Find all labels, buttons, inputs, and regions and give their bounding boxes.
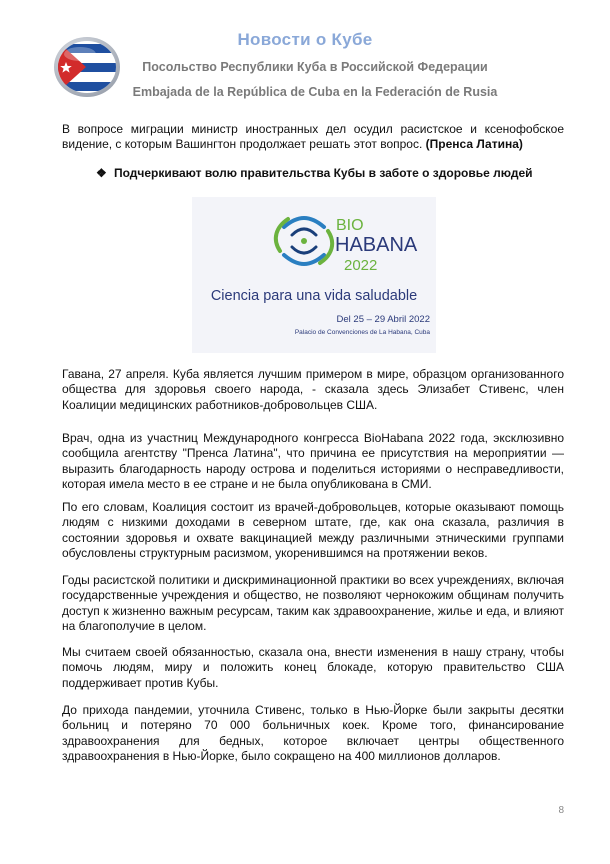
banner-slogan: Ciencia para una vida saludable: [210, 288, 418, 304]
article-paragraph-4: Годы расистской политики и дискриминационной практики во всех учреждениях, включая государственные учреждения и общество, не позволяют чернокожим общинам получить доступ к жизненно важным ресурсам, таким как здравоохранение, жилье и еда, и влияют на благополучие в целом.: [62, 573, 564, 633]
intro-source: (Пренса Латина): [425, 137, 523, 152]
banner-bio: BIO: [336, 217, 364, 234]
newsletter-title: Новости о Кубе: [237, 30, 373, 49]
intro-paragraph: [62, 122, 564, 153]
banner-habana: HABANA: [335, 234, 418, 256]
page-number: 8: [558, 805, 564, 816]
article-paragraph-6: До прихода пандемии, уточнила Стивенс, только в Нью-Йорке были закрыты десятки больниц и потеряно 70 000 больничных коек. Кроме того, финансирование здравоохранения для бедных, которое включает центры общественного здравоохранения в Нью-Йорке, было сокращено на 400 миллионов долларов.: [62, 703, 564, 763]
diamond-bullet-icon: ❖: [96, 166, 107, 180]
banner-dates: Del 25 – 29 Abril 2022: [336, 314, 430, 325]
banner-year: 2022: [344, 257, 378, 274]
banner-venue: Palacio de Convenciones de La Habana, Cuba: [294, 329, 430, 336]
article-paragraph-1: Гавана, 27 апреля. Куба является лучшим примером в мире, образцом организованного общества для здоровья своего народа, - сказала здесь Элизабет Стивенс, член Коалиции медицинских работников-добровольцев США.: [62, 367, 564, 412]
intro-text: В вопросе миграции министр иностранных дел осудил расистское и ксенофобское видение, с которым Вашингтон продолжает решать этот вопрос.: [62, 122, 564, 152]
embassy-name-es: Embajada de la República de Cuba en la Federación de Rusia: [132, 85, 498, 99]
headline-text: Подчеркивают волю правительства Кубы в заботе о здоровье людей: [114, 166, 533, 180]
embassy-name-ru: Посольство Республики Куба в Российской Федерации: [142, 60, 488, 74]
biohabana-banner: [192, 197, 436, 353]
article-paragraph-3: По его словам, Коалиция состоит из врачей-добровольцев, которые оказывают помощь людям с низкими доходами в северном штате, где, как она сказала, различия в состоянии здоровья и охвате вакцинацией между различными этническими группами обусловлены структурным расизмом, укоренившимся на протяжении веков.: [62, 500, 564, 560]
page-header: [0, 0, 610, 110]
article-headline: [96, 166, 566, 180]
article-paragraph-2: Врач, одна из участниц Международного конгресса BioHabana 2022 года, эксклюзивно сообщила агентству "Пренса Латина", что причина ее присутствия на мероприятии — выразить благодарность народу острова и поделиться историями о несправедливости, которая имела место в ее стране и не была опубликована в СМИ.: [62, 431, 564, 491]
article-paragraph-5: Мы считаем своей обязанностью, сказала она, внести изменения в нашу страну, чтобы помочь людям, миру и положить конец блокаде, которую правительство США поддерживает против Кубы.: [62, 645, 564, 690]
